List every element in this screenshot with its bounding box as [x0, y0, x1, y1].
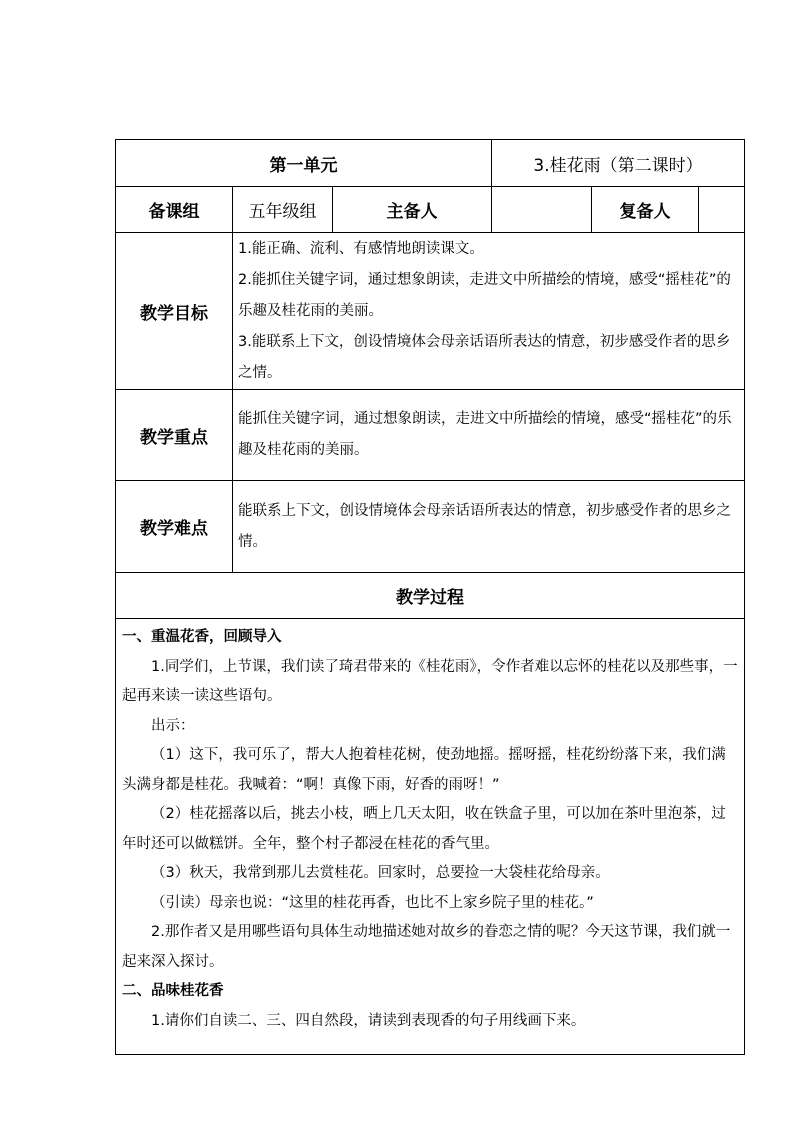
paragraph: 出示：: [151, 717, 195, 734]
objective-item: 3.能联系上下文，创设情境体会母亲话语所表达的情意，初步感受作者的思乡之情。: [238, 333, 731, 381]
key-points-label: 教学重点: [116, 390, 233, 481]
paragraph: （3）秋天，我常到那儿去赏桂花。回家时，总要捡一大袋桂花给母亲。: [151, 865, 610, 881]
difficulties-label: 教学难点: [116, 481, 233, 573]
section-heading: 一、重温花香，回顾导入: [122, 629, 282, 645]
process-title: 教学过程: [116, 573, 745, 619]
main-preparer-label: 主备人: [333, 187, 492, 233]
paragraph: 2.那作者又是用哪些语句具体生动地描述她对故乡的眷恋之情的呢？今天这节课，我们就一起来深入探讨。: [122, 924, 731, 970]
process-content-row: [116, 619, 745, 1055]
difficulties-content: 能联系上下文，创设情境体会母亲话语所表达的情意，初步感受作者的思乡之情。: [233, 481, 745, 573]
paragraph: （1）这下，我可乐了，帮大人抱着桂花树，使劲地摇。摇呀摇，桂花纷纷落下来，我们满头满身都是桂花。我喊着：“啊！真像下雨，好香的雨呀！”: [122, 747, 726, 793]
reviewer-label: 复备人: [592, 187, 699, 233]
objective-item: 1.能正确、流利、有感情地朗读课文。: [238, 240, 484, 257]
lesson-plan-table: [115, 139, 745, 1055]
paragraph: （2）桂花摇落以后，挑去小枝，晒上几天太阳，收在铁盒子里，可以加在茶叶里泡茶，过年时还可以做糕饼。全年，整个村子都浸在桂花的香气里。: [122, 806, 726, 852]
info-row: [116, 187, 745, 233]
group-label: 备课组: [116, 187, 233, 233]
process-title-row: [116, 573, 745, 619]
lesson-title-cell: 3.桂花雨（第二课时）: [492, 140, 745, 187]
main-preparer-value: [492, 187, 592, 233]
key-points-row: [116, 390, 745, 481]
objectives-row: [116, 233, 745, 390]
objectives-label: 教学目标: [116, 233, 233, 390]
paragraph: 1.同学们，上节课，我们读了琦君带来的《桂花雨》，令作者难以忘怀的桂花以及那些事，一起再来读一读这些语句。: [122, 658, 738, 704]
paragraph: （引读）母亲也说：“这里的桂花再香，也比不上家乡院子里的桂花。”: [151, 894, 594, 911]
unit-cell: 第一单元: [116, 140, 492, 187]
group-value: 五年级组: [233, 187, 333, 233]
objective-item: 2.能抓住关键字词，通过想象朗读，走进文中所描绘的情境，感受“摇桂花”的乐趣及桂花雨的美丽。: [238, 271, 731, 319]
process-content: [116, 619, 745, 1055]
reviewer-value: [699, 187, 745, 233]
key-points-content: 能抓住关键字词，通过想象朗读，走进文中所描绘的情境，感受“摇桂花”的乐趣及桂花雨的美丽。: [233, 390, 745, 481]
difficulties-row: [116, 481, 745, 573]
section-heading: 二、品味桂花香: [122, 983, 224, 999]
header-row: [116, 140, 745, 187]
paragraph: 1.请你们自读二、三、四自然段，请读到表现香的句子用线画下来。: [151, 1012, 586, 1029]
objectives-content: [233, 233, 745, 390]
